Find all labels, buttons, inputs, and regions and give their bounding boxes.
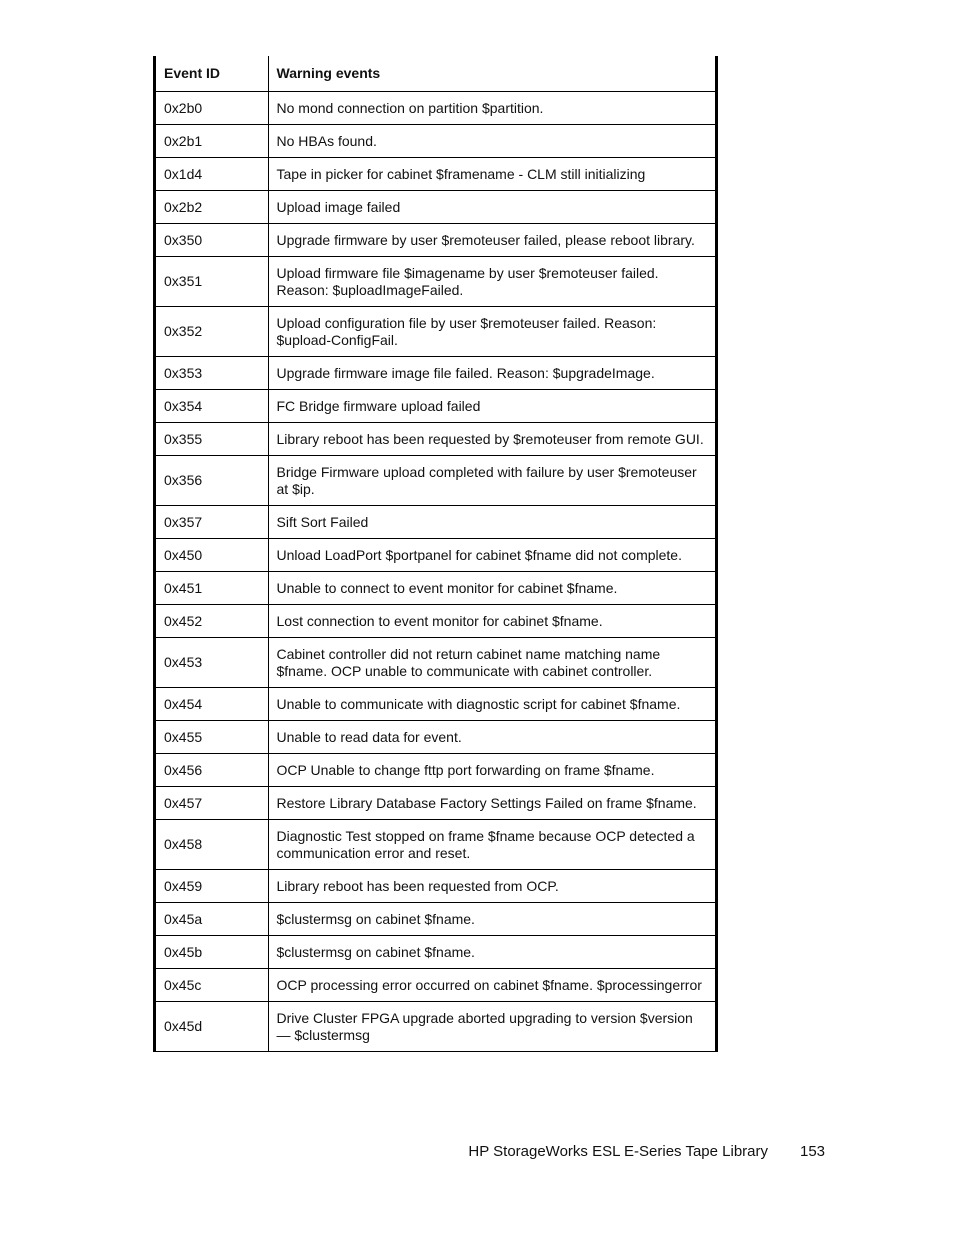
- event-description-cell: Upload configuration file by user $remoteuser failed. Reason: $upload-ConfigFail.: [268, 307, 715, 357]
- table-row: [156, 125, 715, 158]
- table-row: [156, 721, 715, 754]
- event-description-cell: Upgrade firmware image file failed. Reason: $upgradeImage.: [268, 357, 715, 390]
- footer-title: HP StorageWorks ESL E-Series Tape Library: [468, 1143, 768, 1160]
- event-description-cell: Upload image failed: [268, 191, 715, 224]
- event-id-cell: 0x45a: [156, 903, 268, 936]
- event-id-cell: 0x45b: [156, 936, 268, 969]
- table-row: [156, 307, 715, 357]
- event-id-cell: 0x457: [156, 787, 268, 820]
- event-id-cell: 0x452: [156, 605, 268, 638]
- event-id-cell: 0x458: [156, 820, 268, 870]
- events-table: [156, 56, 715, 1052]
- event-description-cell: Cabinet controller did not return cabinet name matching name $fname. OCP unable to communicate with cabinet controller.: [268, 638, 715, 688]
- event-id-cell: 0x357: [156, 506, 268, 539]
- event-description-cell: Unable to communicate with diagnostic script for cabinet $fname.: [268, 688, 715, 721]
- table-row: [156, 787, 715, 820]
- table-row: [156, 357, 715, 390]
- event-description-cell: $clustermsg on cabinet $fname.: [268, 903, 715, 936]
- table-row: [156, 820, 715, 870]
- table-row: [156, 903, 715, 936]
- event-description-cell: OCP processing error occurred on cabinet $fname. $processingerror: [268, 969, 715, 1002]
- event-description-cell: No mond connection on partition $partition.: [268, 92, 715, 125]
- table-row: [156, 688, 715, 721]
- event-description-cell: FC Bridge firmware upload failed: [268, 390, 715, 423]
- table-row: [156, 1002, 715, 1052]
- table-row: [156, 605, 715, 638]
- event-description-cell: Library reboot has been requested from OCP.: [268, 870, 715, 903]
- table-row: [156, 92, 715, 125]
- table-header-row: [156, 56, 715, 92]
- event-id-cell: 0x2b2: [156, 191, 268, 224]
- table-row: [156, 423, 715, 456]
- event-description-cell: Sift Sort Failed: [268, 506, 715, 539]
- event-description-cell: OCP Unable to change fttp port forwarding on frame $fname.: [268, 754, 715, 787]
- table-row: [156, 456, 715, 506]
- event-id-cell: 0x354: [156, 390, 268, 423]
- event-description-cell: Upload firmware file $imagename by user $remoteuser failed. Reason: $uploadImageFailed.: [268, 257, 715, 307]
- event-description-cell: $clustermsg on cabinet $fname.: [268, 936, 715, 969]
- event-description-cell: Tape in picker for cabinet $framename - CLM still initializing: [268, 158, 715, 191]
- event-id-cell: 0x456: [156, 754, 268, 787]
- page-footer: [0, 1143, 954, 1165]
- event-description-cell: Unable to read data for event.: [268, 721, 715, 754]
- event-id-cell: 0x454: [156, 688, 268, 721]
- event-description-cell: Drive Cluster FPGA upgrade aborted upgrading to version $version — $clustermsg: [268, 1002, 715, 1052]
- table-row: [156, 638, 715, 688]
- event-id-cell: 0x352: [156, 307, 268, 357]
- event-id-cell: 0x355: [156, 423, 268, 456]
- event-id-cell: 0x350: [156, 224, 268, 257]
- header-warning-events: Warning events: [268, 56, 715, 92]
- table-row: [156, 754, 715, 787]
- table-row: [156, 539, 715, 572]
- event-id-cell: 0x45c: [156, 969, 268, 1002]
- table-row: [156, 257, 715, 307]
- table-row: [156, 390, 715, 423]
- event-id-cell: 0x451: [156, 572, 268, 605]
- event-id-cell: 0x2b1: [156, 125, 268, 158]
- table-row: [156, 936, 715, 969]
- event-id-cell: 0x356: [156, 456, 268, 506]
- header-event-id: Event ID: [156, 56, 268, 92]
- table-row: [156, 969, 715, 1002]
- event-description-cell: Library reboot has been requested by $remoteuser from remote GUI.: [268, 423, 715, 456]
- event-description-cell: No HBAs found.: [268, 125, 715, 158]
- event-description-cell: Unload LoadPort $portpanel for cabinet $fname did not complete.: [268, 539, 715, 572]
- table-body: [156, 92, 715, 1052]
- event-description-cell: Bridge Firmware upload completed with failure by user $remoteuser at $ip.: [268, 456, 715, 506]
- event-description-cell: Diagnostic Test stopped on frame $fname because OCP detected a communication error and reset.: [268, 820, 715, 870]
- event-id-cell: 0x45d: [156, 1002, 268, 1052]
- page-number: 153: [800, 1143, 826, 1160]
- event-id-cell: 0x353: [156, 357, 268, 390]
- event-id-cell: 0x1d4: [156, 158, 268, 191]
- event-description-cell: Lost connection to event monitor for cabinet $fname.: [268, 605, 715, 638]
- warning-events-table: [153, 56, 718, 1052]
- table-row: [156, 506, 715, 539]
- table-row: [156, 224, 715, 257]
- event-description-cell: Upgrade firmware by user $remoteuser failed, please reboot library.: [268, 224, 715, 257]
- event-id-cell: 0x450: [156, 539, 268, 572]
- event-description-cell: Restore Library Database Factory Settings Failed on frame $fname.: [268, 787, 715, 820]
- table-row: [156, 870, 715, 903]
- table-row: [156, 158, 715, 191]
- event-description-cell: Unable to connect to event monitor for cabinet $fname.: [268, 572, 715, 605]
- event-id-cell: 0x351: [156, 257, 268, 307]
- event-id-cell: 0x459: [156, 870, 268, 903]
- table-row: [156, 572, 715, 605]
- event-id-cell: 0x2b0: [156, 92, 268, 125]
- table-row: [156, 191, 715, 224]
- event-id-cell: 0x455: [156, 721, 268, 754]
- event-id-cell: 0x453: [156, 638, 268, 688]
